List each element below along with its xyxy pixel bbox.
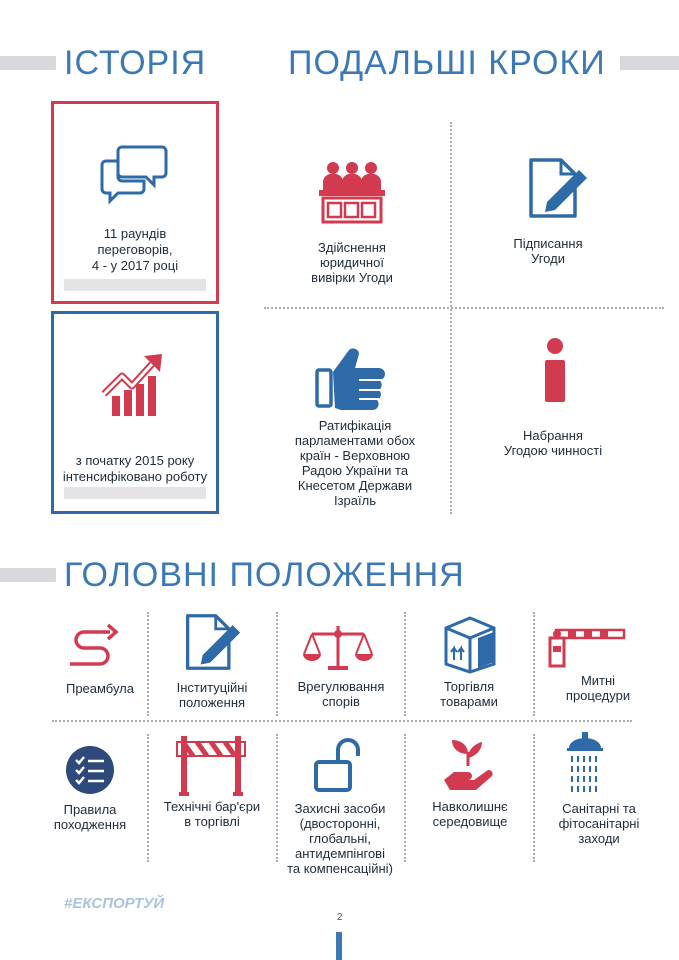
- scales-icon: [302, 624, 374, 672]
- row1-divider-4: [533, 612, 535, 716]
- hashtag-export: #ЕКСПОРТУЙ: [64, 895, 165, 912]
- provision-institutional-line2: положення: [178, 695, 246, 710]
- page-number: 2: [337, 912, 343, 923]
- provision-sps-line3: заходи: [578, 831, 620, 846]
- shower-icon: [563, 732, 607, 798]
- provision-institutional: [152, 680, 272, 710]
- rows-divider: [52, 720, 632, 722]
- row2-divider-1: [147, 734, 149, 862]
- thumbs-up-icon: [315, 342, 389, 410]
- row1-divider-1: [147, 612, 149, 716]
- step-legal-review-line1: Здійснення: [318, 240, 386, 255]
- negotiations-line1: 11 раундів: [103, 226, 167, 241]
- step-ratification-line3: країн - Верховною: [299, 448, 411, 463]
- step-entry-into-force: [478, 428, 628, 458]
- page-marker-bar: [336, 932, 342, 960]
- provision-sps-line1: Санітарні та: [562, 801, 636, 816]
- next-steps-heading: ПОДАЛЬШІ КРОКИ: [288, 44, 606, 82]
- provision-origin-line2: походження: [53, 817, 127, 832]
- plant-hand-icon: [440, 736, 500, 792]
- steps-divider-horizontal: [264, 307, 664, 309]
- provision-sps-line2: фітосанітарні: [558, 816, 640, 831]
- growth-chart-icon: [100, 350, 170, 420]
- provision-environment: [408, 799, 532, 829]
- negotiations-text: [55, 226, 215, 274]
- provision-disputes: [280, 679, 402, 709]
- step-ratification-line5: Кнесетом Держави: [297, 478, 413, 493]
- provision-safeguards-line4: антидемпінгові: [295, 846, 385, 861]
- step-ratification: [280, 418, 430, 508]
- document-pen-icon: [525, 156, 589, 220]
- redacted-bar-2: [64, 487, 206, 499]
- provision-customs-line2: процедури: [565, 688, 631, 703]
- provision-environment-line1: Навколишнє: [432, 799, 508, 814]
- step-ratification-line6: Ізраїль: [333, 493, 376, 508]
- intensified-line1: з початку 2015 року: [75, 453, 195, 468]
- step-signing-line2: Угоди: [531, 251, 565, 266]
- row1-divider-3: [404, 612, 406, 716]
- checklist-icon: [64, 744, 116, 796]
- provision-customs-line1: Митні: [580, 673, 616, 688]
- barrier-gate-icon: [546, 624, 626, 668]
- heading-bar-left: [0, 56, 56, 70]
- provision-safeguards-line2: (двосторонні,: [299, 816, 381, 831]
- step-legal-review-line3: вивірки Угоди: [311, 270, 393, 285]
- step-ratification-line1: Ратифікація: [318, 418, 392, 433]
- provision-safeguards-line3: глобальні,: [309, 831, 371, 846]
- provision-disputes-line2: спорів: [322, 694, 360, 709]
- jury-icon: [317, 156, 387, 226]
- provision-technical-barriers: [150, 799, 274, 829]
- provision-customs: [537, 673, 659, 703]
- path-arrow-icon: [66, 622, 122, 668]
- intensified-text: [55, 453, 215, 485]
- provision-environment-line2: середовище: [432, 814, 508, 829]
- provision-disputes-line1: Врегулювання: [297, 679, 385, 694]
- history-heading: ІСТОРІЯ: [64, 44, 207, 82]
- step-signing: [478, 236, 618, 266]
- provision-rules-of-origin: [40, 802, 140, 832]
- provision-tbt-line2: в торгівлі: [184, 814, 240, 829]
- step-signing-line1: Підписання: [513, 236, 583, 251]
- roadblock-icon: [175, 732, 247, 796]
- provision-trade-goods-line2: товарами: [440, 694, 498, 709]
- heading-bar-right: [620, 56, 679, 70]
- row2-divider-4: [533, 734, 535, 862]
- step-legal-review: [282, 240, 422, 285]
- provision-preamble-line1: Преамбула: [65, 681, 134, 696]
- redacted-bar: [64, 279, 206, 291]
- step-ratification-line2: парламентами обох: [294, 433, 416, 448]
- padlock-icon: [312, 734, 364, 794]
- negotiations-line3: 4 - у 2017 році: [91, 258, 179, 273]
- provision-sps: [537, 801, 661, 846]
- provision-origin-line1: Правила: [63, 802, 117, 817]
- row1-divider-2: [276, 612, 278, 716]
- chat-bubbles-icon: [100, 143, 170, 203]
- intensified-line2: інтенсифіковано роботу: [62, 469, 208, 484]
- document-pen-icon: [182, 612, 242, 672]
- steps-divider-vertical: [450, 122, 452, 514]
- step-entry-line1: Набрання: [523, 428, 583, 443]
- provision-preamble: [50, 681, 150, 696]
- step-entry-line2: Угодою чинності: [503, 443, 603, 458]
- row2-divider-3: [404, 734, 406, 862]
- negotiations-line2: переговорів,: [97, 242, 173, 257]
- provision-tbt-line1: Технічні бар'єри: [163, 799, 261, 814]
- provision-safeguards-line1: Захисні засоби: [294, 801, 386, 816]
- main-provisions-heading: ГОЛОВНІ ПОЛОЖЕННЯ: [64, 556, 465, 594]
- step-ratification-line4: Радою України та: [301, 463, 409, 478]
- box-icon: [442, 614, 498, 674]
- provision-trade-goods-line1: Торгівля: [443, 679, 495, 694]
- main-heading-bar: [0, 568, 56, 582]
- provision-institutional-line1: Інституційні: [176, 680, 248, 695]
- provision-trade-goods: [408, 679, 530, 709]
- provision-safeguards: [278, 801, 402, 876]
- step-legal-review-line2: юридичної: [320, 255, 384, 270]
- provision-safeguards-line5: та компенсаційні): [287, 861, 393, 876]
- info-icon: [540, 338, 570, 404]
